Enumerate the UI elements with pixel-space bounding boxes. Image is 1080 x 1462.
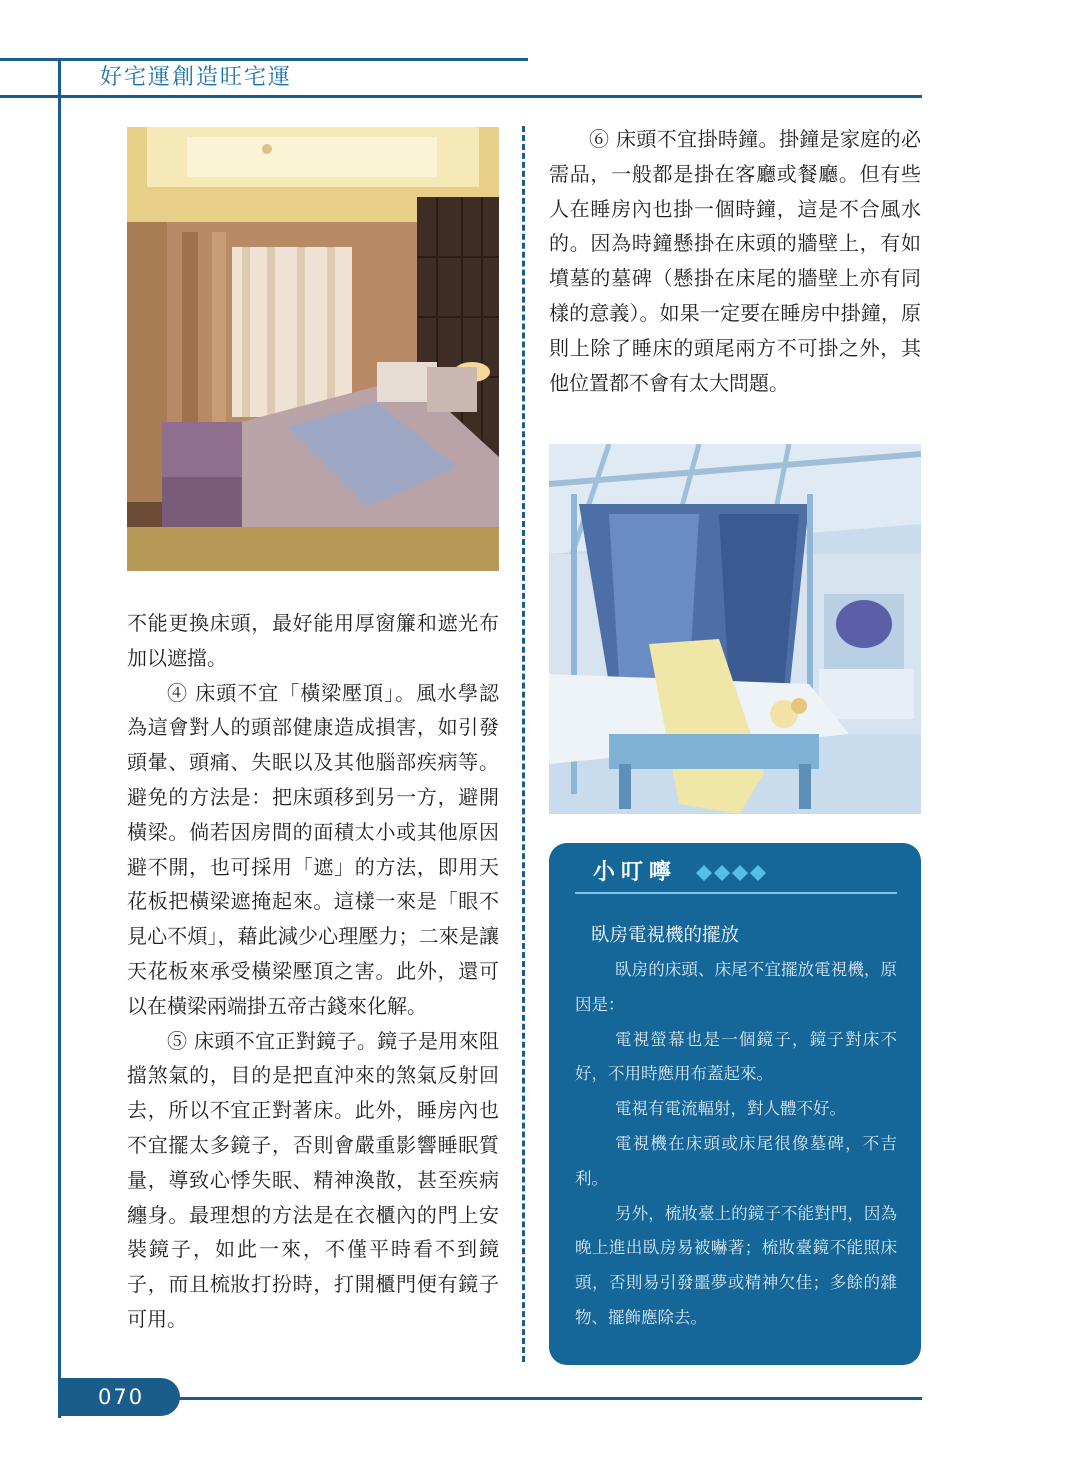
left-column-text [127,606,499,1337]
tip-heading: 小叮嚀 [593,860,678,885]
bedroom-photo-curtains [127,127,499,571]
tip-paragraph: 電視機在床頭或床尾很像墓碑，不吉利。 [575,1133,897,1188]
header-top-rule [0,58,528,61]
right-column-text [549,122,921,400]
paragraph: 不能更換床頭，最好能用厚窗簾和遮光布加以遮擋。 [127,611,499,670]
tip-paragraph: 電視有電流輻射，對人體不好。 [615,1099,846,1119]
diamond-ornament-icon [695,861,775,885]
tip-subtitle: 臥房電視機的擺放 [591,925,740,946]
paragraph: ④ 床頭不宜「橫梁壓頂」。風水學認為這會對人的頭部健康造成損害，如引發頭暈、頭痛、失眠以及其他腦部疾病等。避免的方法是：把床頭移到另一方，避開橫梁。倘若因房間的面積太小或其他原因避不開，也可採用「遮」的方法，即用天花板把橫梁遮掩起來。這樣一來是「眼不見心不煩」，藉此減少心理壓力；二來是讓天花板來承受橫梁壓頂之害。此外，還可以在橫梁兩端掛五帝古錢來化解。 [127,680,499,1018]
running-header-title: 好宅運創造旺宅運 [100,65,293,90]
paragraph: ⑥ 床頭不宜掛時鐘。掛鐘是家庭的必需品，一般都是掛在客廳或餐廳。但有些人在睡房內也掛一個時鐘，這是不合風水的。因為時鐘懸掛在床頭的牆壁上，有如墳墓的墓碑（懸掛在床尾的牆壁上亦有同樣的意義）。如果一定要在睡房中掛鐘，原則上除了睡床的頭尾兩方不可掛之外，其他位置都不會有太大問題。 [549,127,921,395]
tip-paragraph: 電視螢幕也是一個鏡子，鏡子對床不好，不用時應用布蓋起來。 [575,1029,897,1084]
footer-rule [60,1397,922,1400]
column-divider [522,126,525,1362]
page-margin-rule [58,58,61,1418]
header-bottom-rule [0,95,922,98]
bedroom-photo-canopy [549,444,921,814]
paragraph: ⑤ 床頭不宜正對鏡子。鏡子是用來阻擋煞氣的，目的是把直沖來的煞氣反射回去，所以不宜正對著床。此外，睡房內也不宜擺太多鏡子，否則會嚴重影響睡眠質量，導致心悸失眠、精神渙散，甚至疾病纏身。最理想的方法是在衣櫃內的門上安裝鏡子，如此一來，不僅平時看不到鏡子，而且梳妝打扮時，打開櫃門便有鏡子可用。 [127,1028,499,1331]
tip-paragraph: 另外，梳妝臺上的鏡子不能對門，因為晚上進出臥房易被嚇著；梳妝臺鏡不能照床頭，否則易引發噩夢或精神欠佳；多餘的雜物、擺飾應除去。 [575,1203,897,1327]
tip-body [575,953,897,1336]
page-number: 070 [98,1385,145,1409]
tip-box [549,843,921,1365]
tip-heading-rule [575,892,897,894]
tip-paragraph: 臥房的床頭、床尾不宜擺放電視機，原因是： [575,960,897,1014]
